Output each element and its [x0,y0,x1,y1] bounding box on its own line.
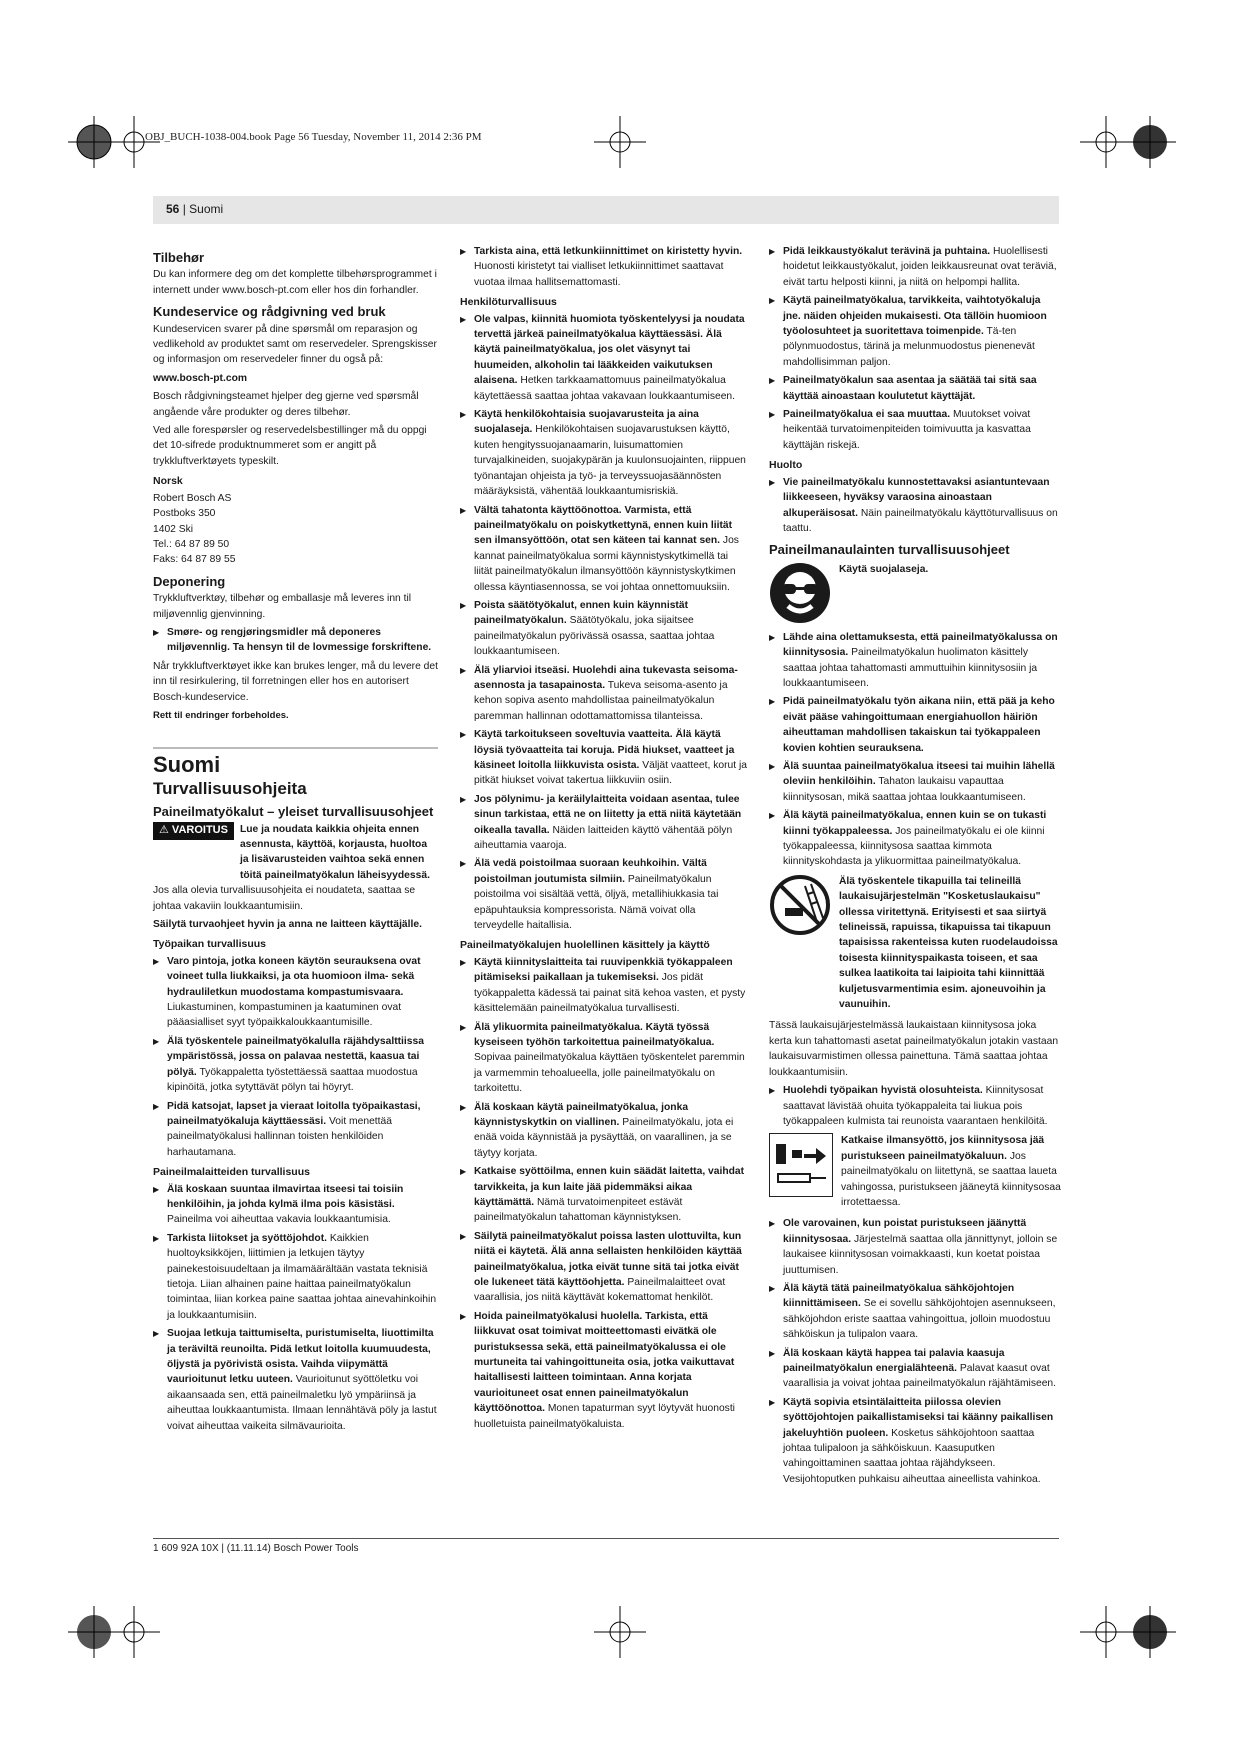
bullet-bold: Paineilmatyökalua ei saa muuttaa. [783,409,951,421]
bullet-text: Palavat kaasut ovat vaarallisia ja voivat johtaa paineilmatyökalun räjähtämiseen. [783,1363,1057,1390]
bullet-bold: Pidä paineilmatyökalu työn aikana niin, että pää ja keho eivät pääse vahingoittumaan energiahuollon häiriön aiheuttaman mahdollisen takaiskun tai työkappaleen kovien kohtien seurauksena. [783,696,1055,754]
bullet-item [460,1309,748,1432]
safety-glasses-block [769,562,1061,624]
bullet-item [769,373,1061,404]
bullet-item [769,1346,1061,1392]
bullet-text: Tahaton laukaisu vapauttaa kiinnitysosan, mikä saattaa johtaa loukkaantumiseen. [783,776,1026,803]
address-line: Tel.: 64 87 89 50 [153,538,230,550]
bullet-bold: Paineilmatyökalun saa asentaa ja säätää tai sitä saa käyttää ainoastaan koulutetut käyttäjät. [783,375,1037,402]
bullet-item [769,808,1061,870]
ladder-text: Tässä laukaisujärjestelmässä laukaistaan kiinnitysosa joka kerta kun tahattomasti asetat paineilmatyökalun jotakin vastaan laukaisuvarmistimen ollessa painettuna. Tämä saattaa johtaa loukkaantumisiin. [769,1020,1059,1078]
bullet-bold: Poista säätötyökalut, ennen kuin käynnistät paineilmatyökalun. [474,599,689,627]
bullet-item [460,312,748,404]
column-3 [769,244,1061,1490]
column-1 [153,244,438,1437]
painelaitteiden-heading: Paineilmalaitteiden turvallisuus [153,1166,310,1179]
bullet-item [769,1281,1061,1343]
bullet-bold: Käytä kiinnityslaitteita tai ruuvipenkkiä työkappaleen pitämiseksi paikallaan ja tukemiseksi. [474,956,733,984]
bullet-item [153,1231,438,1323]
bullet-text: Paineilma voi aiheuttaa vakavia loukkaantumisia. [167,1214,391,1226]
bullet-item [153,1034,438,1096]
bullet-item [460,663,748,725]
ladder-warning-text [839,874,1061,1013]
bullet-text: Liukastuminen, kompastuminen ja kaatuminen ovat pääasialliset syyt työpaikkaloukkaantumisille. [167,1002,402,1029]
page-header-bar [153,196,1059,224]
bullet-text: Hetken tarkkaamattomuus paineilmatyökalua käytettäessä saattaa johtaa vakavaan loukkaantumiseen. [474,375,736,402]
warning-block [153,822,438,884]
naulain-heading: Paineilmanaulainten turvallisuusohjeet [769,542,1010,558]
paineilma-heading: Paineilmatyökalut – yleiset turvallisuusohjeet [153,804,434,820]
bullet-item [769,1216,1061,1278]
turva-heading: Turvallisuusohjeita [153,778,307,798]
bullet-item [769,759,1061,805]
warning-badge: ⚠ VAROITUS [153,822,234,840]
bullet-item [460,1100,748,1162]
bullet-text: Työkappaletta työstettäessä saattaa muodostua kipinöitä, jotka sytyttävät pölyn tai höyryt. [167,1066,418,1094]
sailyta-text: Säilytä turvaohjeet hyvin ja anna ne laitteen käyttäjälle. [153,919,422,931]
bullet-bold: Säilytä paineilmatyökalut poissa lasten ulottuvilta, kun niitä ei käytetä. Älä anna sellaisten henkilöiden käyttää paineilmatyökalua, jotka eivät tunne sitä tai jotka eivät ole lukeneet tätä käyttöohjetta. [474,1230,742,1288]
kundeservice-text: Kundeservicen svarer på dine spørsmål om reparasjon og vedlikehold av produktet samt om reservedeler. Sprengskisser og informasjon om reservedeler finner du også på: [153,323,437,366]
bullet-item [153,1182,438,1228]
warning-label: VAROITUS [171,823,228,836]
bullet-item [153,625,438,656]
bullet-bold: Tarkista aina, että letkunkiinnittimet on kiristetty hyvin. [474,246,743,257]
bullet-bold: Tarkista liitokset ja syöttöjohdot. [167,1232,328,1244]
website-link[interactable]: www.bosch-pt.com [153,372,248,384]
bullet-text: Väljät vaatteet, korut ja pitkät hiukset voivat takertua liikkuviin osiin. [474,760,748,787]
bullet-bold: Älä käytä tätä paineilmatyökalua sähköjohtojen kiinnittämiseen. [783,1282,1015,1310]
bullet-item [460,407,748,499]
disconnect-air-block [769,1133,1061,1210]
deponering-text: Trykkluftverktøy, tilbehør og emballasje må leveres inn til miljøvennlig gjenvinning. [153,593,412,620]
bullet-bold: Älä koskaan käytä paineilmatyökalua, jonka käynnistyskytkin on viallinen. [474,1101,689,1128]
bullet-bold: Ole varovainen, kun poistat puristukseen jäänyttä kiinnitysosaa. [783,1218,1027,1245]
bullet-text: Tä-ten pölynmuodostus, tärinä ja melunmuodostus pienenevät mahdollisimman paljon. [783,326,1035,368]
bullet-text: Paineilmatyökalun poistoilma voi sisältää vettä, öljyä, metallihiukkasia tai epäpuhtauksia kompressorista. Nämä voivat olla terveydelle haitallisia. [474,873,719,932]
page-footer: 1 609 92A 10X | (11.11.14) Bosch Power Tools [153,1543,359,1554]
address-line: Postboks 350 [153,508,216,520]
bullet-text: Järjestelmä saattaa olla jännittynyt, jolloin se laukaisee kiinnitysosan voimakkaasti, kun koetat poistaa juuttumisen. [783,1233,1058,1276]
bullet-bold: Älä suuntaa paineilmatyökalua itseesi tai muihin lähellä oleviin henkilöihin. [783,760,1055,788]
tyopaikan-heading: Työpaikan turvallisuus [153,938,267,951]
bullet-bold: Jos pölynimu- ja keräilylaitteita voidaan asentaa, tulee sinun tarkistaa, että ne on liitetty ja että niitä käytetään oikealla tavalla. [474,793,742,836]
bullet-text: Kaikkien huoltoyksikköjen, liittimien ja letkujen täytyy painekestoisuudeltaan ja ilmamäärältään vastata teknisiä tietoja. Liian alhainen paine haittaa paineilmatyökalun toimintaa, liian korkea paine saattaa johtaa ainevahinkoihin ja loukkaantumisiin. [167,1232,437,1321]
bullet-item [769,407,1061,453]
registration-mark-top-center [594,116,646,168]
bullet-item [769,475,1061,537]
bullet-text: Henkilökohtaisen suojavarustuksen käyttö, kuten hengityssuojanaamarin, luisumattomien turvajalkineiden, suojakypärän ja kuulonsuojainten, riippuen työnantajan ohjeista ja työ- ja terveyssuojasäännösten määräyksistä, vähentää loukkaantumisriskiä. [474,424,746,498]
bullet-bold: Vältä tahatonta käyttöönottoa. Varmista, että paineilmatyökalu on poiskytkettynä, ennen kuin liität sen ilmansyöttöön, otat sen käteen tai kannat sen. [474,504,733,547]
bullet-text: Paineilmatyökalun huolimaton käsittely saattaa johtaa tahattomasti ammuttuihin kiinnitysosiin ja loukkaantumiseen. [783,647,1038,689]
bullet-bold: Älä työskentele paineilmatyökalulla räjähdysalttiissa ympäristössä, jossa on palavaa nestettä, kaasua tai pölyä. [167,1035,424,1078]
bullet-item [460,598,748,660]
bullet-text: Näiden laitteiden käyttö vähentää pölyn aiheuttamia vaaroja. [474,824,733,852]
tilbehor-text: Du kan informere deg om det komplette tilbehørsprogrammet i internett under www.bosch-pt.com eller hos din forhandler. [153,269,437,296]
bullet-text: Huonosti kiristetyt tai vialliset letkukiinnittimet saattavat vuotaa ilmaa hallitsemattomasti. [474,261,724,288]
bullet-bold: Älä ylikuormita paineilmatyökalua. Käytä työssä kyseiseen työhön tarkoitettua paineilmatyökalua. [474,1021,715,1048]
registration-mark-top-right [1124,116,1176,168]
section-divider [153,747,438,749]
bullet-text: Voit menettää paineilmatyökalusi hallinnan toisten henkilöiden harhautamana. [167,1115,392,1158]
bullet-item [460,856,748,933]
bullet-bold: Käytä sopivia etsintälaitteita piilossa olevien syöttöjohtojen paikallistamiseksi tai käänny paikallisen jakeluyhtiön puoleen. [783,1396,1054,1439]
suomi-heading: Suomi [153,752,221,778]
bullet-bold: Smøre- og rengjøringsmidler må deponeres miljøvennlig. Ta hensyn til de lovmessige forskriftene. [167,626,432,654]
bullet-item [769,694,1061,756]
bullet-bold: Ole valpas, kiinnitä huomiota työskentelyysi ja noudata tervettä järkeä paineilmatyökalua käyttäessäsi. Älä käytä paineilmatyökalua, jos olet väsynyt tai huumeiden, alkoholin tai lääkkeiden vaikutuksen alaisena. [474,313,745,387]
registration-mark-bottom-center [594,1606,646,1658]
bullet-text: Vaurioitunut syöttöletku voi aikaansaada sen, että paineilmaletku lyö ympäriinsä ja aiheuttaa loukkaantumista. Ilmaan lennähtävä pöly ja lastut voivat aiheuttaa vaikeita silmävaurioita. [167,1374,437,1432]
bullet-item [460,1229,748,1306]
column-2 [460,244,748,1435]
bullet-text: Huolellisesti hoidetut leikkaustyökalut, joiden leikkausreunat ovat teräviä, eivät tartu helposti kiinni, ja niitä on helpompi hallita. [783,246,1057,288]
disconnect-air-icon [769,1133,833,1197]
bullet-bold: Pidä leikkaustyökalut terävinä ja puhtaina. [783,246,991,257]
bullet-bold: Käytä tarkoitukseen soveltuvia vaatteita. Älä käytä löysiä työvaatteita tai koruja. Pidä hiukset, vaatteet ja käsineet loitolla liikkuvista osista. [474,729,735,771]
bullet-item [460,1164,748,1226]
bullet-text: Tukeva seisoma-asento ja kehon sopiva asento mahdollistaa paineilmatyökalun paremman hallinnan odottamattomissa tilanteissa. [474,679,728,722]
bullet-bold: Älä koskaan käytä happea tai palavia kaasuja paineilmatyökalun energialähteenä. [783,1347,1005,1374]
bullet-text: Kosketus sähköjohtoon saattaa johtaa tulipaloon ja sähköiskuun. Kaasuputken vahingoittaminen saattaa johtaa räjähdykseen. Vesijohtoputken puhkaisu aiheuttaa aineellista vahinkoa. [783,1427,1041,1485]
bullet-item [153,1099,438,1161]
bullet-bold: Älä käytä paineilmatyökalua, ennen kuin se on tukasti kiinni työkappaleessa. [783,810,1047,837]
bullet-text: Monen tapaturman syyt löytyvät huonosti huolletuista paineilmatyökaluista. [474,1403,735,1430]
bullet-text: Nämä turvatoimenpiteet estävät paineilmatyökalun tahattoman käynnistyksen. [474,1196,683,1224]
section-name: Suomi [189,202,224,216]
bullet-text: Näin paineilmatyökalu käyttöturvallisuus on taattu. [783,507,1058,534]
address-line: Robert Bosch AS [153,492,232,504]
norsk-heading: Norsk [153,475,183,488]
disconnect-bold: Katkaise ilmansyöttö, jos kiinnitysosa jää puristukseen paineilmatyökaluun. [841,1135,1045,1162]
bullet-item [460,792,748,854]
huolto-heading: Huolto [769,459,803,472]
address-line: Faks: 64 87 89 55 [153,554,236,566]
bullet-item [769,244,1061,290]
bullet-item [460,244,748,290]
address-block [153,491,438,568]
warning-text: Jos alla olevia turvallisuusohjeita ei noudateta, saattaa se johtaa vakaviin loukkaantumisiin. [153,885,416,912]
bullet-bold: Älä koskaan suuntaa ilmavirtaa itseesi tai toisiin henkilöihin, ja johda kylmä ilma pois käsistäsi. [167,1183,404,1210]
bullet-bold: Huolehdi työpaikan hyvistä olosuhteista. [783,1085,983,1097]
tilbehor-heading: Tilbehør [153,250,205,265]
bullet-bold: Älä yliarvioi itseäsi. Huolehdi aina tukevasta seisoma-asennosta ja tasapainosta. [474,664,738,691]
bullet-bold: Hoida paineilmatyökalusi huolella. Tarkista, että liikkuvat osat toimivat moitteettomasti eivätkä ole puristuksessa sekä, että paineilmatyökalussa ei ole murtuneita tai vahingoittuneita osia, jotka vaikuttavat haitallisesti laitteen toimintaan. Anna korjata vaurioituneet osat ennen paineilmatyökalun käyttöönottoa. [474,1310,735,1415]
disconnect-air-text [841,1133,1061,1210]
warning-bold: Lue ja noudata kaikkia ohjeita ennen asennusta, käyttöä, korjausta, huoltoa ja lisävarusteiden vaihtoa sekä ennen töitä paineilmatyökalun läheisyydessä. [239,823,430,881]
kundeservice-heading: Kundeservice og rådgivning ved bruk [153,304,386,320]
bullet-text: Muutokset voivat heikentää turvatoimenpiteiden toimivuutta ja kasvattaa käyttäjän riskejä. [783,409,1031,451]
bullet-text: Jos pidät työkappaletta kädessä tai painat sitä kehoa vasten, et pysty käsittelemään paineilmatyökalua turvallisesti. [474,972,746,1015]
deponering-heading: Deponering [153,573,226,589]
kasittely-heading: Paineilmatyökalujen huolellinen käsittely ja käyttö [460,939,710,952]
bullet-text: Säätötyökalu, joka sijaitsee paineilmatyökalun pyörivässä osassa, saattaa johtaa loukkaantumiseen. [474,615,715,658]
safety-glasses-label: Käytä suojalaseja. [839,563,929,575]
bullet-bold: Katkaise syöttöilma, ennen kuin säädät laitetta, vaihdat tarvikkeita, ja kun laite jää pidemmäksi aikaa käyttämättä. [474,1166,745,1208]
file-info-line: OBJ_BUCH-1038-004.book Page 56 Tuesday, November 11, 2014 2:36 PM [145,131,482,143]
safety-glasses-icon [769,562,831,624]
bullet-bold: Varo pintoja, jotka koneen käytön seurauksena ovat voineet tulla liukkaiksi, ja ota huomioon ilma- sekä hydrauliletkun muodostama kompastumisvaara. [167,955,421,998]
bullet-bold: Älä vedä poistoilmaa suoraan keuhkoihin. Vältä poistoilman joutumista silmiin. [474,858,707,885]
henkilo-heading: Henkilöturvallisuus [460,296,557,309]
bullet-bold: Käytä paineilmatyökalua, tarvikkeita, vaihtotyökaluja jne. näiden ohjeiden mukaisesti. Ota tällöin huomioon työolosuhteet ja suoritettava toimenpide. [783,295,1047,338]
bullet-text: Jos kannat paineilmatyökalua sormi käynnistyskytkimellä tai liität paineilmatyökalun ilmansyöttöön käynnistyskytkimen ollessa käyntiasennossa, se voi johtaa onnettomuuksiin. [474,535,739,593]
bullet-text: Kiinnitysosat saattavat lävistää ohuita työkappaleita tai liukua pois työkappaleen kulmista tai reunoista vaarantaen henkilöitä. [783,1085,1048,1127]
bullet-bold: Suojaa letkuja taittumiselta, puristumiselta, liuottimilta ja teräviltä reunoilta. Pidä letkut loitolla kuumuudesta, öljystä ja pyörivistä osista. Vaihda viipymättä vaurioitunut letku uuteen. [167,1328,434,1386]
bullet-item [769,293,1061,370]
bullet-item [769,1395,1061,1487]
bullet-text: Paineilmatyökalu, jota ei enää voida käynnistää ja pysäyttää, on vaarallinen, ja se täytyy korjata. [474,1116,734,1159]
bullet-bold: Lähde aina olettamuksesta, että paineilmatyökalussa on kiinnitysosia. [783,631,1058,659]
bullet-item [153,1326,438,1434]
bullet-text: Sopivaa paineilmatyökalua käyttäen työskentelet paremmin ja varmemmin tehoalueella, jolle paineilmatyökalu on tarkoitettu. [474,1052,745,1095]
ladder-warning-block [769,874,1061,1013]
bullet-bold: Käytä henkilökohtaisia suojavarusteita ja aina suojalaseja. [474,409,699,436]
bullet-item [153,954,438,1031]
page-number: 56 [166,202,180,216]
bullet-item [460,503,748,595]
no-ladder-icon [769,874,831,936]
nar-text: Når trykkluftverktøyet ikke kan brukes lenger, må du levere det inn til resirkulering, til forretningen eller hos en autorisert Bosch-kundeservice. [153,660,438,703]
bullet-item [769,1083,1061,1129]
bullet-text: Paineilmalaitteet ovat vaarallisia, jos niitä käyttävät kokemattomat henkilöt. [474,1277,726,1304]
address-line: 1402 Ski [153,523,194,535]
bullet-item [460,1020,748,1097]
bullet-bold: Pidä katsojat, lapset ja vieraat loitolla työpaikastasi, paineilmatyökaluja käyttäessäsi. [167,1100,421,1127]
page-header: 56 | Suomi [166,202,224,216]
bullet-bold: Vie paineilmatyökalu kunnostettavaksi asiantuntevaan liikkeeseen, hyväksy varaosina ainoastaan alkuperäisosat. [783,476,1050,519]
registration-mark-bottom-center-left [108,1606,160,1658]
ladder-bold: Älä työskentele tikapuilla tai telineillä laukaisujärjestelmän "Kosketuslaukaisu" ollessa viritettynä. Erityisesti et saa siirtyä telineissä, rapuissa, tikapuissa tai tikapuun tapaisissa rakenteissa kuten ruodelaudoissa toisesta kiinnityspaikasta toiseen, et saa sulkea laatikoita tai laipioita tahi kiinnittää kuljetusvarmentimia esim. ajoneuvoihin ja vaunuihin. [839,875,1058,1011]
bullet-item [769,630,1061,692]
bullet-text: Jos paineilmatyökalu ei ole kiinni työkappaleessa, kiinnitysosa saattaa kimmota kiinnityskohdasta ja ylikuormittaa paineilmatyökalua. [783,825,1045,868]
bullet-text: Se ei sovellu sähköjohtojen asennukseen, sähköjohdon eriste saattaa vahingoittua, jolloin muodostuu sähköiskun ja tulipalon vaara. [783,1298,1056,1341]
disconnect-text: Jos paineilmatyökalu on liitettynä, se saattaa laueta vahingossa, puristukseen jääneytä kiinnitysosaa irrotettaessa. [841,1150,1061,1208]
bullet-item [460,727,748,789]
radgivning-text: Bosch rådgivningsteamet hjelper deg gjerne ved spørsmål angående våre produkter og deres tilbehør. [153,391,419,418]
foresporsel-text: Ved alle forespørsler og reservedelsbestillinger må du oppgi det 10-sifrede produktnummeret som er angitt på trykkluftverktøyets typeskilt. [153,425,427,467]
registration-mark-bottom-right [1124,1606,1176,1658]
rett-text: Rett til endringer forbeholdes. [153,709,289,721]
footer-rule [153,1538,1059,1539]
bullet-item [460,955,748,1017]
